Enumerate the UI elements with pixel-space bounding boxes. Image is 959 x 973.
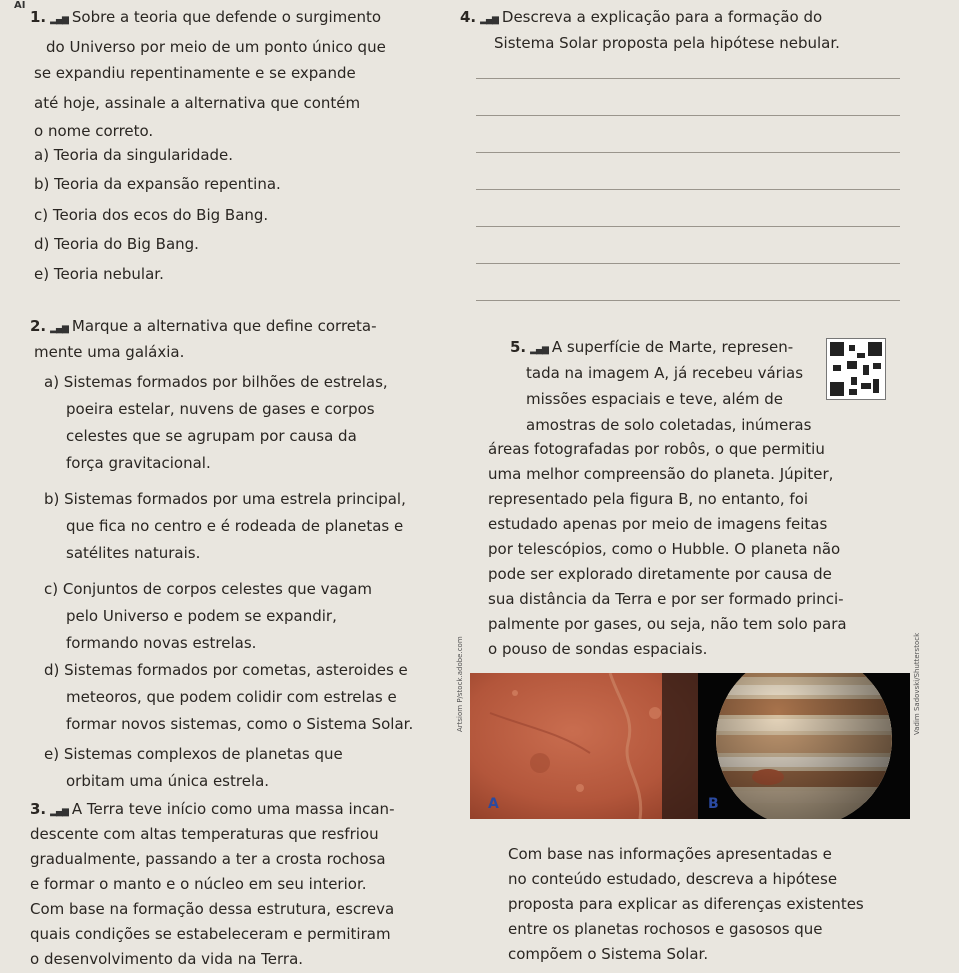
q5-line: pode ser explorado diretamente por causa de	[488, 565, 832, 583]
q5-line: proposta para explicar as diferenças existentes	[508, 895, 864, 913]
q5-line: amostras de solo coletadas, inúmeras	[526, 416, 812, 434]
difficulty-level-icon: ▂▄▆	[530, 345, 548, 355]
q2-line: 2. ▂▄▆ Marque a alternativa que define correta-	[30, 317, 377, 338]
answer-line[interactable]	[476, 152, 900, 153]
corner-text: AI	[14, 0, 26, 11]
answer-line[interactable]	[476, 78, 900, 79]
q3-line: 3. ▂▄▆ A Terra teve início como uma massa incan-	[30, 800, 394, 821]
q2-option-c: c) Conjuntos de corpos celestes que vagam	[44, 580, 373, 598]
q1-number: 1.	[30, 8, 47, 26]
q2-option-b: b) Sistemas formados por uma estrela principal,	[44, 490, 406, 508]
mars-surface-image	[470, 673, 698, 819]
q2-option-d: d) Sistemas formados por cometas, asteroides e	[44, 661, 408, 679]
q5-line: Com base nas informações apresentadas e	[508, 845, 832, 863]
q5-line: compõem o Sistema Solar.	[508, 945, 709, 963]
q5-line: tada na imagem A, já recebeu várias	[526, 364, 804, 382]
q3-line: descente com altas temperaturas que resfriou	[30, 825, 379, 843]
qr-code-icon[interactable]	[826, 338, 886, 400]
q1-line: até hoje, assinale a alternativa que contém	[34, 94, 361, 112]
q2-option-text: formando novas estrelas.	[66, 634, 257, 652]
q3-line: quais condições se estabeleceram e permitiram	[30, 925, 391, 943]
image-a-label: A	[488, 796, 499, 812]
q2-line: mente uma galáxia.	[34, 343, 185, 361]
image-a-credit: Artsiom P/stock.adobe.com	[456, 636, 464, 732]
answer-line[interactable]	[476, 226, 900, 227]
answer-line[interactable]	[476, 263, 900, 264]
q4-line: 4. ▂▄▆ Descreva a explicação para a formação do	[460, 8, 822, 29]
q3-line: o desenvolvimento da vida na Terra.	[30, 950, 304, 968]
q5-line: sua distância da Terra e por ser formado princi-	[488, 590, 844, 608]
q2-option-text: orbitam uma única estrela.	[66, 772, 270, 790]
jupiter-image	[698, 673, 910, 819]
q2-option-text: força gravitacional.	[66, 454, 211, 472]
q1-line: 1. ▂▄▆ Sobre a teoria que defende o surgimento	[30, 8, 381, 29]
q5-line: 5. ▂▄▆ A superfície de Marte, represen-	[510, 338, 793, 359]
q1-option-a: a) Teoria da singularidade.	[34, 146, 234, 164]
q2-option-text: celestes que se agrupam por causa da	[66, 427, 357, 445]
q3-line: gradualmente, passando a ter a crosta rochosa	[30, 850, 386, 868]
q1-option-b: b) Teoria da expansão repentina.	[34, 175, 281, 193]
q1-line: se expandiu repentinamente e se expande	[34, 64, 356, 82]
q1-option-d: d) Teoria do Big Bang.	[34, 235, 199, 253]
q3-number: 3.	[30, 800, 47, 818]
q1-option-e: e) Teoria nebular.	[34, 265, 164, 283]
q2-option-text: que fica no centro e é rodeada de planetas e	[66, 517, 404, 535]
q1-line: do Universo por meio de um ponto único que	[46, 38, 386, 56]
difficulty-level-icon: ▂▄▆	[50, 15, 68, 25]
q1-option-c: c) Teoria dos ecos do Big Bang.	[34, 206, 269, 224]
q5-line: representado pela figura B, no entanto, foi	[488, 490, 809, 508]
q2-number: 2.	[30, 317, 47, 335]
difficulty-level-icon: ▂▄▆	[50, 324, 68, 334]
q5-number: 5.	[510, 338, 527, 356]
answer-line[interactable]	[476, 115, 900, 116]
q3-line: Com base na formação dessa estrutura, escreva	[30, 900, 395, 918]
q4-line: Sistema Solar proposta pela hipótese nebular.	[494, 34, 840, 52]
q2-option-text: poeira estelar, nuvens de gases e corpos	[66, 400, 375, 418]
q2-option-text: meteoros, que podem colidir com estrelas e	[66, 688, 397, 706]
image-b-credit: Vadim Sadovski/Shutterstock	[913, 632, 921, 735]
q5-line: palmente por gases, ou seja, não tem solo para	[488, 615, 847, 633]
q3-line: e formar o manto e o núcleo em seu interior.	[30, 875, 367, 893]
q2-option-a: a) Sistemas formados por bilhões de estrelas,	[44, 373, 388, 391]
q5-line: por telescópios, como o Hubble. O planeta não	[488, 540, 841, 558]
q5-line: estudado apenas por meio de imagens feitas	[488, 515, 828, 533]
q1-line: o nome correto.	[34, 122, 154, 140]
image-b-label: B	[708, 796, 719, 812]
q2-option-text: formar novos sistemas, como o Sistema Solar.	[66, 715, 414, 733]
q5-line: o pouso de sondas espaciais.	[488, 640, 708, 658]
difficulty-level-icon: ▂▄▆	[480, 15, 498, 25]
q4-number: 4.	[460, 8, 477, 26]
q5-line: uma melhor compreensão do planeta. Júpiter,	[488, 465, 834, 483]
q5-line: missões espaciais e teve, além de	[526, 390, 783, 408]
q2-option-text: satélites naturais.	[66, 544, 201, 562]
difficulty-level-icon: ▂▄▆	[50, 807, 68, 817]
q2-option-text: pelo Universo e podem se expandir,	[66, 607, 337, 625]
answer-line[interactable]	[476, 189, 900, 190]
q5-line: no conteúdo estudado, descreva a hipótese	[508, 870, 838, 888]
answer-line[interactable]	[476, 300, 900, 301]
q2-option-e: e) Sistemas complexos de planetas que	[44, 745, 343, 763]
q5-line: entre os planetas rochosos e gasosos que	[508, 920, 823, 938]
q5-line: áreas fotografadas por robôs, o que permitiu	[488, 440, 825, 458]
